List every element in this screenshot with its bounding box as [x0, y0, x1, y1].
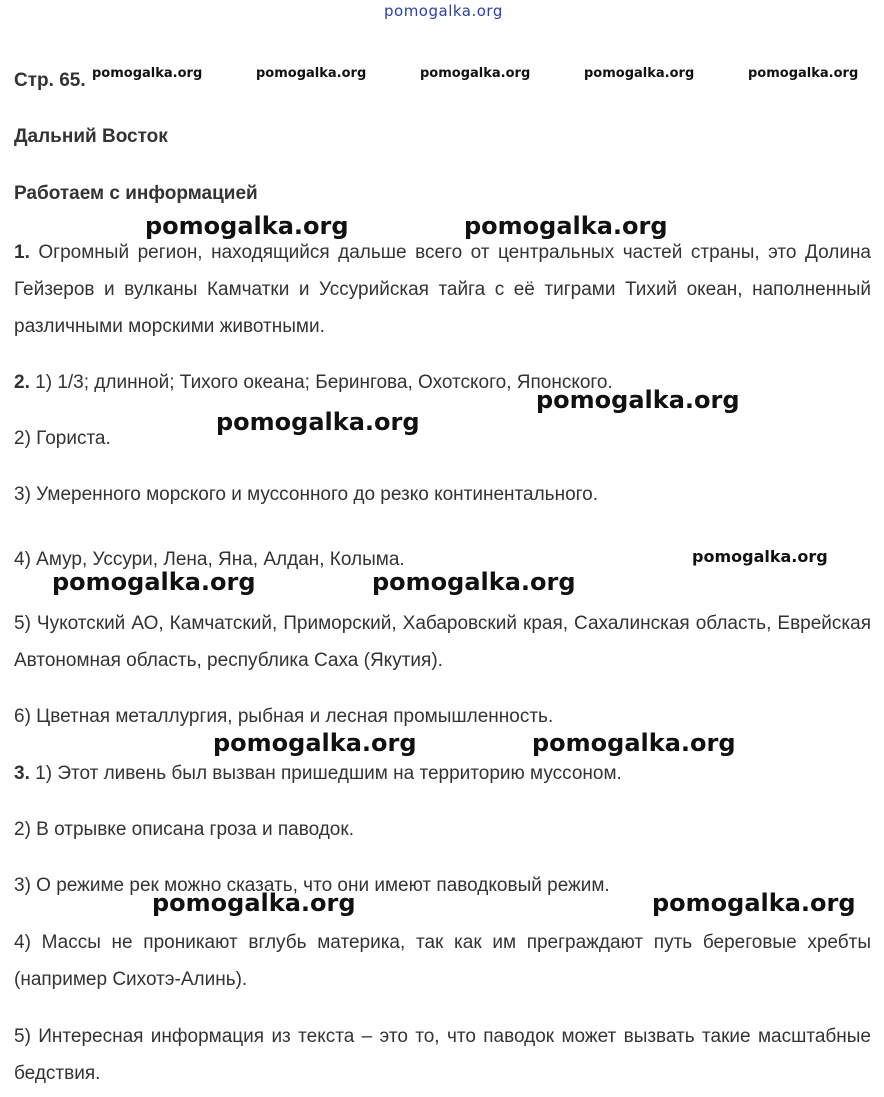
subsection-title: Работаем с информацией	[14, 183, 258, 204]
answer-3-4: 4) Массы не проникают вглубь материка, так как им преграждают путь береговые хребты (например Сихотэ-Алинь).	[14, 932, 871, 990]
watermark-large: pomogalka.org	[145, 212, 349, 240]
question-number: 2.	[14, 372, 30, 393]
question-number: 3.	[14, 763, 30, 784]
watermark-small: pomogalka.org	[692, 547, 828, 566]
watermark-small: pomogalka.org	[256, 66, 367, 81]
answer-text: 1) 1/3; длинной; Тихого океана; Берингова, Охотского, Японского.	[35, 372, 613, 393]
answer-text: 1) Этот ливень был вызван пришедшим на территорию муссоном.	[35, 763, 622, 784]
answer-2-4: 4) Амур, Уссури, Лена, Яна, Алдан, Колыма.	[14, 549, 405, 570]
watermark-large: pomogalka.org	[213, 729, 417, 757]
section-title: Дальний Восток	[14, 126, 168, 147]
answer-2-2: 2) Гориста.	[14, 428, 111, 449]
answer-3-1	[14, 755, 871, 792]
watermark-top: pomogalka.org	[384, 2, 503, 20]
answer-1	[14, 234, 871, 345]
watermark-small: pomogalka.org	[748, 66, 859, 81]
answer-2-6: 6) Цветная металлургия, рыбная и лесная промышленность.	[14, 706, 554, 727]
watermark-small: pomogalka.org	[92, 66, 203, 81]
answer-2-5: 5) Чукотский АО, Камчатский, Приморский, Хабаровский края, Сахалинская область, Еврейская Автономная область, республика Саха (Якутия).	[14, 613, 871, 671]
watermark-large: pomogalka.org	[152, 889, 356, 917]
question-number: 1.	[14, 242, 30, 263]
answer-3-2: 2) В отрывке описана гроза и паводок.	[14, 819, 354, 840]
watermark-large: pomogalka.org	[464, 212, 668, 240]
answer-3-5: 5) Интересная информация из текста – это то, что паводок может вызвать такие масштабные бедствия.	[14, 1026, 871, 1084]
watermark-small: pomogalka.org	[420, 66, 531, 81]
watermark-large: pomogalka.org	[216, 408, 420, 436]
watermark-small: pomogalka.org	[584, 66, 695, 81]
answer-text: Огромный регион, находящийся дальше всего от центральных частей страны, это Долина Гейзеров и вулканы Камчатки и Уссурийская тайга с её тиграми Тихий океан, наполненный различными морскими животными.	[14, 242, 871, 337]
page-label: Стр. 65.	[14, 70, 86, 91]
watermark-large: pomogalka.org	[532, 729, 736, 757]
answer-2-3: 3) Умеренного морского и муссонного до резко континентального.	[14, 484, 598, 505]
watermark-large: pomogalka.org	[372, 568, 576, 596]
watermark-large: pomogalka.org	[536, 386, 740, 414]
answer-3-3: 3) О режиме рек можно сказать, что они имеют паводковый режим.	[14, 875, 610, 896]
watermark-large: pomogalka.org	[52, 568, 256, 596]
watermark-large: pomogalka.org	[652, 889, 856, 917]
answer-2-1	[14, 364, 871, 401]
